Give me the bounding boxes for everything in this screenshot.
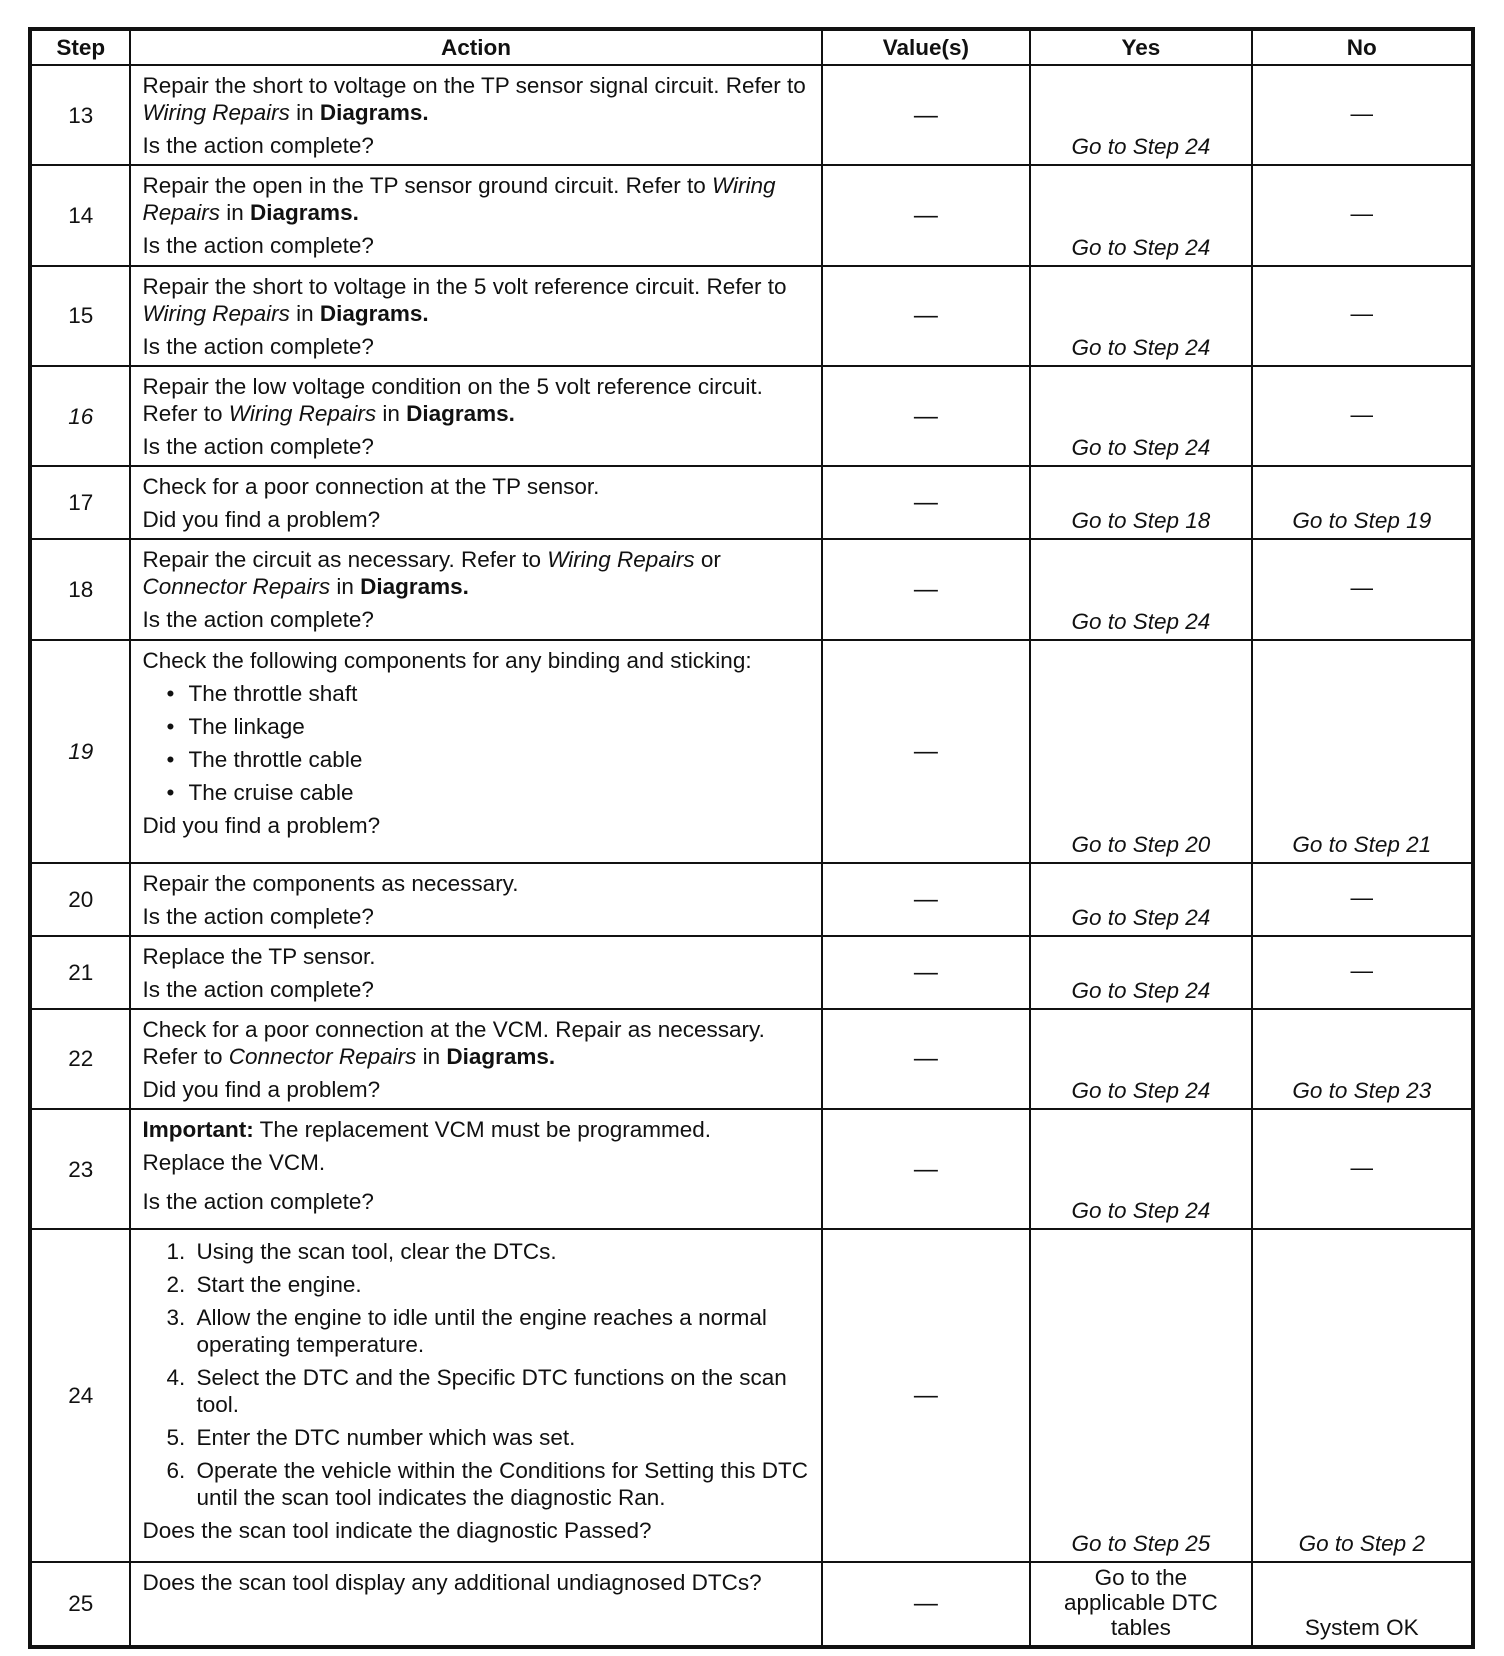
- value-cell: —: [822, 1562, 1031, 1646]
- action-text: Repair the circuit as necessary. Refer to Wiring Repairs or Connector Repairs in Diagrams.: [142, 547, 721, 600]
- value-cell: —: [822, 640, 1031, 863]
- table-row-step-21: [31, 936, 1472, 1009]
- step-number: 18: [31, 539, 130, 639]
- action-question: Is the action complete?: [142, 1188, 374, 1214]
- yes-outcome: Go to the applicable DTC tables: [1030, 1562, 1251, 1646]
- step-number: 21: [31, 936, 130, 1009]
- step-number: 25: [31, 1562, 130, 1646]
- no-outcome: —: [1252, 1109, 1472, 1230]
- action-text: Check for a poor connection at the TP sensor.: [142, 474, 600, 500]
- yes-outcome: Go to Step 24: [1030, 165, 1251, 265]
- yes-outcome: Go to Step 24: [1030, 65, 1251, 165]
- list-item: • The throttle shaft: [166, 680, 810, 707]
- table-row-step-14: [31, 165, 1472, 265]
- yes-outcome: Go to Step 24: [1030, 539, 1251, 639]
- diagnostic-table: [30, 29, 1473, 1647]
- action-question: Did you find a problem?: [142, 812, 381, 838]
- table-row-step-22: [31, 1009, 1472, 1109]
- action-cell: [130, 366, 821, 466]
- no-outcome: Go to Step 2: [1252, 1229, 1472, 1561]
- step-number: 16: [31, 366, 130, 466]
- table-row-step-24: [31, 1229, 1472, 1561]
- value-cell: —: [822, 1009, 1031, 1109]
- action-text: Repair the open in the TP sensor ground circuit. Refer to Wiring Repairs in Diagrams.: [142, 173, 776, 226]
- no-outcome: —: [1252, 266, 1472, 366]
- important-note: Important: The replacement VCM must be programmed.: [142, 1116, 712, 1142]
- no-outcome: Go to Step 19: [1252, 466, 1472, 539]
- table-row-step-19: [31, 640, 1472, 863]
- table-row-step-18: [31, 539, 1472, 639]
- action-question: Is the action complete?: [142, 433, 374, 459]
- step-number: 13: [31, 65, 130, 165]
- yes-outcome: Go to Step 18: [1030, 466, 1251, 539]
- no-outcome: Go to Step 21: [1252, 640, 1472, 863]
- no-outcome: —: [1252, 366, 1472, 466]
- action-text: Replace the TP sensor.: [142, 943, 376, 969]
- action-question: Is the action complete?: [142, 607, 374, 633]
- step-number: 15: [31, 266, 130, 366]
- action-text: Check for a poor connection at the VCM. Repair as necessary. Refer to Connector Repairs in Diagrams.: [142, 1016, 765, 1069]
- table-row-step-20: [31, 863, 1472, 936]
- action-cell: [130, 165, 821, 265]
- action-cell: [130, 1562, 821, 1646]
- value-cell: —: [822, 65, 1031, 165]
- action-question: Is the action complete?: [142, 333, 374, 359]
- list-item: 1. Using the scan tool, clear the DTCs.: [166, 1239, 557, 1265]
- list-item: 4. Select the DTC and the Specific DTC functions on the scan tool.: [166, 1365, 787, 1418]
- action-text: Check the following components for any binding and sticking:: [142, 647, 752, 673]
- action-question: Does the scan tool indicate the diagnostic Passed?: [142, 1518, 652, 1544]
- table-row-step-15: [31, 266, 1472, 366]
- yes-outcome: Go to Step 24: [1030, 863, 1251, 936]
- table-row-step-13: [31, 65, 1472, 165]
- header-values: Value(s): [822, 30, 1031, 65]
- no-outcome: —: [1252, 863, 1472, 936]
- list-item: 3. Allow the engine to idle until the engine reaches a normal operating temperature.: [166, 1305, 767, 1358]
- step-number: 23: [31, 1109, 130, 1230]
- yes-outcome: Go to Step 24: [1030, 1009, 1251, 1109]
- procedure-list: [142, 1238, 810, 1511]
- list-item: • The cruise cable: [166, 779, 810, 806]
- step-number: 14: [31, 165, 130, 265]
- action-question: Did you find a problem?: [142, 1076, 381, 1102]
- action-cell: [130, 1009, 821, 1109]
- action-text: Repair the components as necessary.: [142, 870, 519, 896]
- table-row-step-23: [31, 1109, 1472, 1230]
- action-cell: [130, 65, 821, 165]
- list-item: 6. Operate the vehicle within the Conditions for Setting this DTC until the scan tool indicates the diagnostic Ran.: [166, 1458, 809, 1511]
- action-question: Did you find a problem?: [142, 507, 381, 533]
- yes-outcome: Go to Step 24: [1030, 936, 1251, 1009]
- action-text: Repair the short to voltage on the TP sensor signal circuit. Refer to Wiring Repairs in Diagrams.: [142, 73, 806, 125]
- no-outcome: —: [1252, 936, 1472, 1009]
- action-question: Is the action complete?: [142, 976, 374, 1002]
- step-number: 17: [31, 466, 130, 539]
- step-number: 22: [31, 1009, 130, 1109]
- value-cell: —: [822, 936, 1031, 1009]
- value-cell: —: [822, 863, 1031, 936]
- list-item: • The throttle cable: [166, 746, 810, 773]
- table-row-step-17: [31, 466, 1472, 539]
- value-cell: —: [822, 1229, 1031, 1561]
- action-cell: [130, 539, 821, 639]
- no-outcome: System OK: [1252, 1562, 1472, 1646]
- list-item: 2. Start the engine.: [166, 1272, 362, 1298]
- action-cell: [130, 640, 821, 863]
- value-cell: —: [822, 165, 1031, 265]
- diagnostic-table-sheet: [28, 27, 1475, 1649]
- step-number: 20: [31, 863, 130, 936]
- header-yes: Yes: [1030, 30, 1251, 65]
- list-item: • The linkage: [166, 713, 810, 740]
- no-outcome: Go to Step 23: [1252, 1009, 1472, 1109]
- list-item: 5. Enter the DTC number which was set.: [166, 1425, 576, 1451]
- yes-outcome: Go to Step 25: [1030, 1229, 1251, 1561]
- no-outcome: —: [1252, 65, 1472, 165]
- yes-outcome: Go to Step 20: [1030, 640, 1251, 863]
- action-text: Repair the short to voltage in the 5 volt reference circuit. Refer to Wiring Repairs in Diagrams.: [142, 273, 787, 326]
- step-number: 19: [31, 640, 130, 863]
- action-cell: [130, 1229, 821, 1561]
- action-cell: [130, 863, 821, 936]
- value-cell: —: [822, 539, 1031, 639]
- action-cell: [130, 466, 821, 539]
- table-row-step-25: [31, 1562, 1472, 1646]
- action-text: Repair the low voltage condition on the 5 volt reference circuit. Refer to Wiring Repairs in Diagrams.: [142, 373, 763, 426]
- action-text: Does the scan tool display any additional undiagnosed DTCs?: [142, 1569, 762, 1595]
- action-cell: [130, 1109, 821, 1230]
- action-question: Is the action complete?: [142, 233, 374, 259]
- action-question: Is the action complete?: [142, 903, 374, 929]
- step-number: 24: [31, 1229, 130, 1561]
- yes-outcome: Go to Step 24: [1030, 1109, 1251, 1230]
- value-cell: —: [822, 1109, 1031, 1230]
- action-question: Is the action complete?: [142, 133, 374, 158]
- action-text: Replace the VCM.: [142, 1149, 326, 1175]
- yes-outcome: Go to Step 24: [1030, 266, 1251, 366]
- header-action: Action: [130, 30, 821, 65]
- table-header-row: [31, 30, 1472, 65]
- table-row-step-16: [31, 366, 1472, 466]
- action-cell: [130, 266, 821, 366]
- action-cell: [130, 936, 821, 1009]
- value-cell: —: [822, 366, 1031, 466]
- value-cell: —: [822, 466, 1031, 539]
- value-cell: —: [822, 266, 1031, 366]
- component-list: [142, 680, 810, 806]
- yes-outcome: Go to Step 24: [1030, 366, 1251, 466]
- no-outcome: —: [1252, 539, 1472, 639]
- header-no: No: [1252, 30, 1472, 65]
- no-outcome: —: [1252, 165, 1472, 265]
- header-step: Step: [31, 30, 130, 65]
